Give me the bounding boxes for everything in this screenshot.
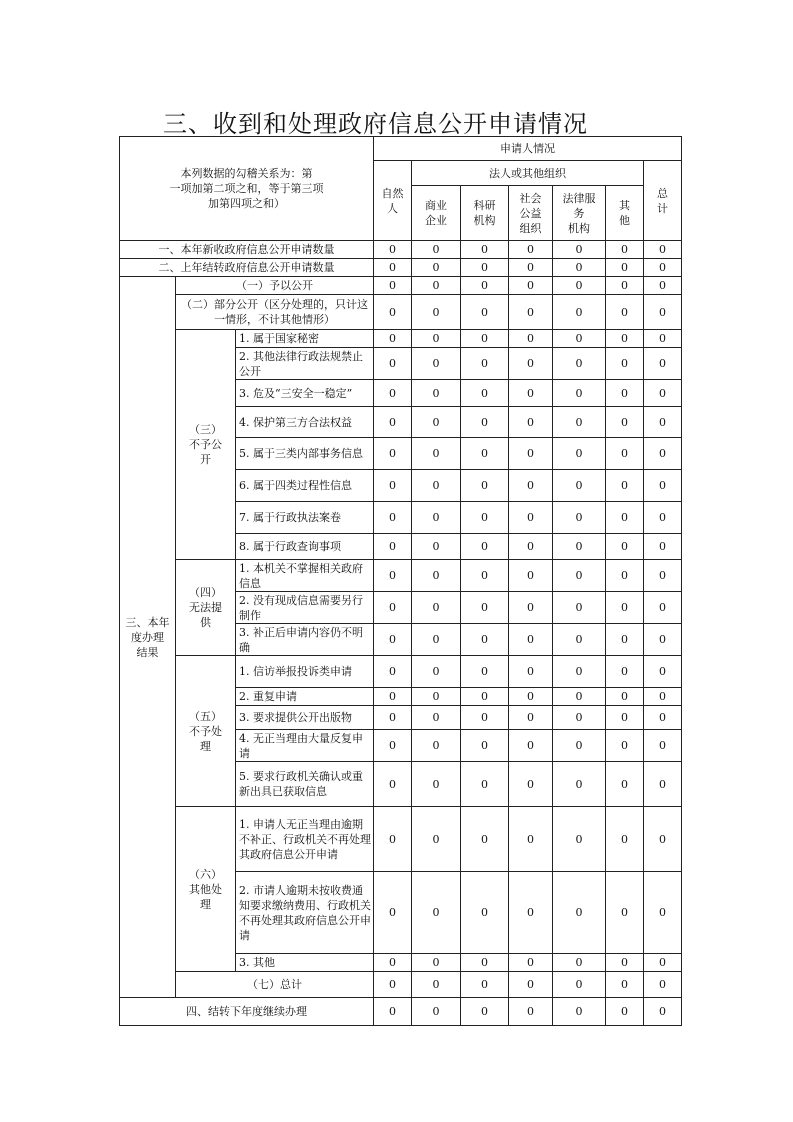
row-label: 1. 信访举报投诉类申请 [236, 656, 374, 688]
header-total: 总 计 [644, 161, 682, 241]
header-note: 本列数据的勾稽关系为：第 一项加第二项之和，等于第三项 加第四项之和） [120, 137, 374, 241]
group-noprocess-label: （五） 不予处 理 [176, 656, 236, 807]
value-cell: 0 [644, 241, 682, 259]
value-cell: 0 [644, 624, 682, 656]
value-cell: 0 [644, 872, 682, 954]
value-cell: 0 [644, 998, 682, 1026]
value-cell: 0 [461, 624, 509, 656]
group-other-label: （六） 其他处 理 [176, 807, 236, 972]
value-cell: 0 [374, 295, 412, 330]
value-cell: 0 [553, 380, 606, 407]
value-cell: 0 [412, 380, 461, 407]
value-cell: 0 [412, 241, 461, 259]
value-cell: 0 [509, 972, 553, 998]
table-row [120, 295, 682, 330]
header-natural-person: 自然 人 [374, 161, 412, 241]
value-cell: 0 [644, 259, 682, 277]
value-cell: 0 [553, 762, 606, 807]
value-cell: 0 [606, 656, 644, 688]
value-cell: 0 [606, 470, 644, 502]
value-cell: 0 [412, 656, 461, 688]
value-cell: 0 [412, 730, 461, 762]
value-cell: 0 [461, 534, 509, 560]
value-cell: 0 [553, 560, 606, 592]
value-cell: 0 [412, 954, 461, 972]
value-cell: 0 [412, 295, 461, 330]
table-row [120, 259, 682, 277]
value-cell: 0 [374, 872, 412, 954]
value-cell: 0 [509, 656, 553, 688]
value-cell: 0 [553, 348, 606, 380]
value-cell: 0 [644, 534, 682, 560]
value-cell: 0 [461, 330, 509, 348]
row-label: 2. 其他法律行政法规禁止公开 [236, 348, 374, 380]
value-cell: 0 [374, 259, 412, 277]
value-cell: 0 [374, 688, 412, 706]
value-cell: 0 [606, 534, 644, 560]
value-cell: 0 [412, 592, 461, 624]
value-cell: 0 [509, 688, 553, 706]
value-cell: 0 [553, 330, 606, 348]
value-cell: 0 [461, 807, 509, 872]
value-cell: 0 [461, 560, 509, 592]
value-cell: 0 [606, 348, 644, 380]
value-cell: 0 [644, 348, 682, 380]
value-cell: 0 [606, 592, 644, 624]
value-cell: 0 [412, 348, 461, 380]
value-cell: 0 [461, 438, 509, 470]
value-cell: 0 [509, 438, 553, 470]
value-cell: 0 [606, 502, 644, 534]
row-label: 4. 保护第三方合法权益 [236, 407, 374, 438]
value-cell: 0 [553, 407, 606, 438]
row-label: （七）总计 [176, 972, 374, 998]
value-cell: 0 [553, 954, 606, 972]
value-cell: 0 [509, 872, 553, 954]
value-cell: 0 [509, 259, 553, 277]
table-row [120, 560, 682, 592]
value-cell: 0 [509, 624, 553, 656]
value-cell: 0 [606, 688, 644, 706]
value-cell: 0 [412, 706, 461, 730]
value-cell: 0 [606, 872, 644, 954]
row-label: 3. 危及“三安全一稳定” [236, 380, 374, 407]
value-cell: 0 [509, 502, 553, 534]
value-cell: 0 [461, 592, 509, 624]
row-label: 3. 要求提供公开出版物 [236, 706, 374, 730]
value-cell: 0 [374, 656, 412, 688]
value-cell: 0 [509, 407, 553, 438]
value-cell: 0 [374, 407, 412, 438]
value-cell: 0 [553, 656, 606, 688]
value-cell: 0 [412, 872, 461, 954]
table-row [120, 656, 682, 688]
value-cell: 0 [374, 624, 412, 656]
row-label: （一）予以公开 [176, 277, 374, 295]
value-cell: 0 [461, 348, 509, 380]
value-cell: 0 [374, 348, 412, 380]
value-cell: 0 [606, 807, 644, 872]
row-label: 8. 属于行政查询事项 [236, 534, 374, 560]
value-cell: 0 [644, 277, 682, 295]
value-cell: 0 [644, 560, 682, 592]
value-cell: 0 [644, 706, 682, 730]
row-label: 二、上年结转政府信息公开申请数量 [120, 259, 374, 277]
value-cell: 0 [553, 688, 606, 706]
value-cell: 0 [412, 998, 461, 1026]
value-cell: 0 [509, 954, 553, 972]
value-cell: 0 [461, 470, 509, 502]
value-cell: 0 [509, 998, 553, 1026]
value-cell: 0 [461, 277, 509, 295]
row-label: 5. 属于三类内部事务信息 [236, 438, 374, 470]
value-cell: 0 [509, 470, 553, 502]
value-cell: 0 [461, 656, 509, 688]
value-cell: 0 [553, 470, 606, 502]
value-cell: 0 [509, 277, 553, 295]
value-cell: 0 [553, 872, 606, 954]
header-social: 社会 公益 组织 [509, 186, 553, 241]
value-cell: 0 [606, 277, 644, 295]
value-cell: 0 [461, 380, 509, 407]
value-cell: 0 [553, 277, 606, 295]
row-label: 1. 申请人无正当理由逾期不补正、行政机关不再处理其政府信息公开申请 [236, 807, 374, 872]
value-cell: 0 [461, 998, 509, 1026]
value-cell: 0 [374, 534, 412, 560]
row-label: 四、结转下年度继续办理 [120, 998, 374, 1026]
value-cell: 0 [461, 688, 509, 706]
value-cell: 0 [412, 438, 461, 470]
value-cell: 0 [412, 407, 461, 438]
value-cell: 0 [374, 730, 412, 762]
value-cell: 0 [461, 872, 509, 954]
value-cell: 0 [644, 954, 682, 972]
value-cell: 0 [461, 972, 509, 998]
value-cell: 0 [606, 998, 644, 1026]
value-cell: 0 [553, 438, 606, 470]
value-cell: 0 [509, 241, 553, 259]
value-cell: 0 [553, 730, 606, 762]
value-cell: 0 [606, 972, 644, 998]
header-research: 科研 机构 [461, 186, 509, 241]
table-row [120, 330, 682, 348]
value-cell: 0 [644, 295, 682, 330]
value-cell: 0 [606, 560, 644, 592]
value-cell: 0 [509, 534, 553, 560]
value-cell: 0 [509, 380, 553, 407]
value-cell: 0 [644, 807, 682, 872]
value-cell: 0 [461, 954, 509, 972]
row-label: 2. 重复申请 [236, 688, 374, 706]
statistics-table [119, 136, 682, 1026]
table-row [120, 972, 682, 998]
value-cell: 0 [606, 762, 644, 807]
value-cell: 0 [509, 592, 553, 624]
value-cell: 0 [374, 762, 412, 807]
value-cell: 0 [412, 470, 461, 502]
row-label: 6. 属于四类过程性信息 [236, 470, 374, 502]
value-cell: 0 [412, 534, 461, 560]
value-cell: 0 [461, 259, 509, 277]
value-cell: 0 [509, 762, 553, 807]
value-cell: 0 [509, 807, 553, 872]
value-cell: 0 [374, 380, 412, 407]
value-cell: 0 [553, 998, 606, 1026]
row-label: 2. 没有现成信息需要另行制作 [236, 592, 374, 624]
header-legal-group: 法人或其他组织 [412, 161, 644, 186]
header-legal-service: 法律服 务 机构 [553, 186, 606, 241]
value-cell: 0 [461, 407, 509, 438]
value-cell: 0 [509, 348, 553, 380]
value-cell: 0 [606, 706, 644, 730]
row-label: 3. 其他 [236, 954, 374, 972]
value-cell: 0 [374, 706, 412, 730]
value-cell: 0 [553, 534, 606, 560]
value-cell: 0 [553, 972, 606, 998]
value-cell: 0 [644, 730, 682, 762]
value-cell: 0 [461, 706, 509, 730]
value-cell: 0 [606, 438, 644, 470]
table-row [120, 807, 682, 872]
value-cell: 0 [412, 277, 461, 295]
value-cell: 0 [374, 560, 412, 592]
table-row [120, 241, 682, 259]
value-cell: 0 [412, 972, 461, 998]
value-cell: 0 [644, 502, 682, 534]
value-cell: 0 [374, 972, 412, 998]
value-cell: 0 [461, 241, 509, 259]
value-cell: 0 [412, 762, 461, 807]
value-cell: 0 [606, 407, 644, 438]
value-cell: 0 [553, 807, 606, 872]
value-cell: 0 [374, 954, 412, 972]
value-cell: 0 [412, 688, 461, 706]
value-cell: 0 [553, 502, 606, 534]
value-cell: 0 [412, 807, 461, 872]
value-cell: 0 [606, 380, 644, 407]
value-cell: 0 [553, 259, 606, 277]
value-cell: 0 [553, 624, 606, 656]
value-cell: 0 [374, 277, 412, 295]
value-cell: 0 [461, 762, 509, 807]
group-unable-label: （四） 无法提 供 [176, 560, 236, 656]
row-label: （二）部分公开（区分处理的，只计这一情形，不计其他情形） [176, 295, 374, 330]
header-commercial: 商业 企业 [412, 186, 461, 241]
value-cell: 0 [644, 762, 682, 807]
value-cell: 0 [553, 706, 606, 730]
value-cell: 0 [644, 656, 682, 688]
row-label: 5. 要求行政机关确认或重新出具已获取信息 [236, 762, 374, 807]
value-cell: 0 [374, 438, 412, 470]
value-cell: 0 [606, 730, 644, 762]
value-cell: 0 [644, 592, 682, 624]
row-label: 3. 补正后申请内容仍不明确 [236, 624, 374, 656]
value-cell: 0 [412, 330, 461, 348]
group-deny-label: （三） 不予公 开 [176, 330, 236, 560]
value-cell: 0 [461, 295, 509, 330]
value-cell: 0 [606, 259, 644, 277]
row-label: 1. 本机关不掌握相关政府信息 [236, 560, 374, 592]
value-cell: 0 [644, 407, 682, 438]
value-cell: 0 [412, 560, 461, 592]
value-cell: 0 [374, 502, 412, 534]
value-cell: 0 [509, 706, 553, 730]
value-cell: 0 [412, 624, 461, 656]
section-result-label: 三、本年 度办理 结果 [120, 277, 176, 998]
value-cell: 0 [374, 241, 412, 259]
row-label: 2. 市请人逾期未按收费通知要求缴纳费用、行政机关不再处理其政府信息公开申请 [236, 872, 374, 954]
value-cell: 0 [644, 470, 682, 502]
value-cell: 0 [606, 330, 644, 348]
value-cell: 0 [606, 241, 644, 259]
value-cell: 0 [644, 438, 682, 470]
value-cell: 0 [374, 807, 412, 872]
value-cell: 0 [461, 730, 509, 762]
row-label: 1. 属于国家秘密 [236, 330, 374, 348]
value-cell: 0 [374, 998, 412, 1026]
row-label: 一、本年新收政府信息公开申请数量 [120, 241, 374, 259]
value-cell: 0 [606, 954, 644, 972]
table-row [120, 277, 682, 295]
value-cell: 0 [374, 470, 412, 502]
row-label: 7. 属于行政执法案卷 [236, 502, 374, 534]
value-cell: 0 [553, 241, 606, 259]
value-cell: 0 [644, 330, 682, 348]
value-cell: 0 [509, 295, 553, 330]
page-title: 三、收到和处理政府信息公开申请情况 [163, 110, 588, 138]
value-cell: 0 [374, 330, 412, 348]
header-other: 其 他 [606, 186, 644, 241]
value-cell: 0 [553, 592, 606, 624]
value-cell: 0 [644, 380, 682, 407]
value-cell: 0 [412, 259, 461, 277]
header-applicant: 申请人情况 [374, 137, 682, 161]
table-row [120, 998, 682, 1026]
value-cell: 0 [606, 624, 644, 656]
value-cell: 0 [644, 688, 682, 706]
value-cell: 0 [644, 972, 682, 998]
value-cell: 0 [374, 592, 412, 624]
value-cell: 0 [606, 295, 644, 330]
value-cell: 0 [412, 502, 461, 534]
value-cell: 0 [509, 560, 553, 592]
value-cell: 0 [509, 330, 553, 348]
value-cell: 0 [553, 295, 606, 330]
value-cell: 0 [461, 502, 509, 534]
row-label: 4. 无正当理由大量反复申请 [236, 730, 374, 762]
value-cell: 0 [509, 730, 553, 762]
